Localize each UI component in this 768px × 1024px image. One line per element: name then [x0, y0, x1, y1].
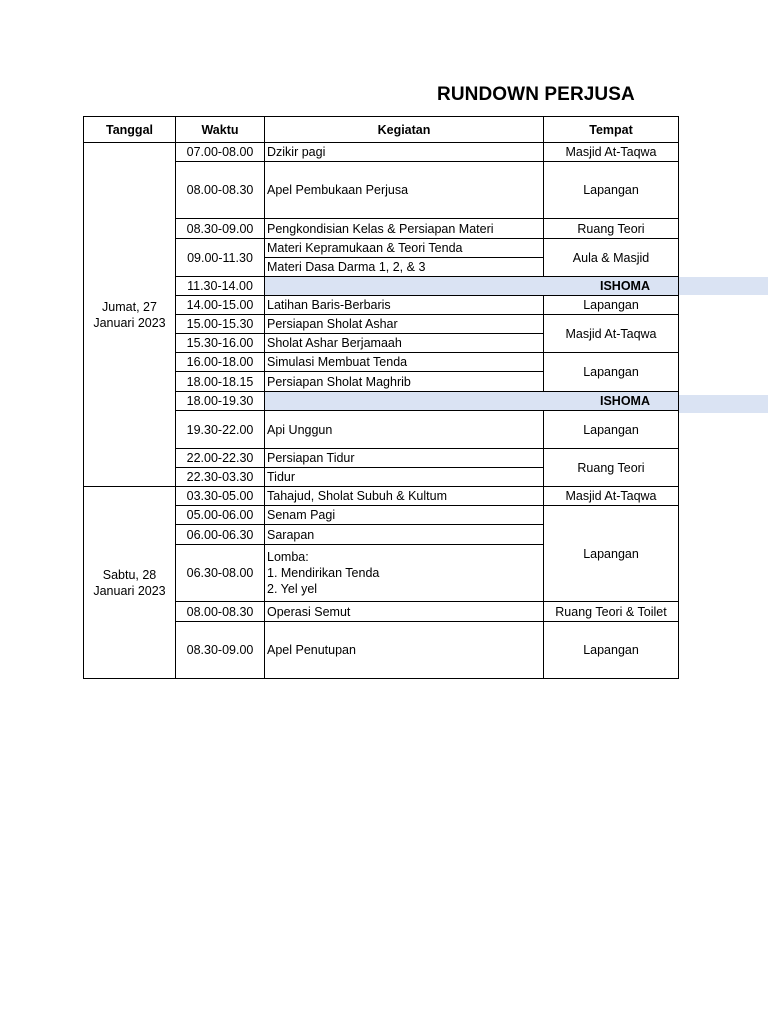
tempat-cell: Masjid At-Taqwa [544, 487, 679, 506]
kegiatan-cell: Tahajud, Sholat Subuh & Kultum [265, 487, 544, 506]
kegiatan-line: 2. Yel yel [267, 582, 318, 596]
kegiatan-cell: Simulasi Membuat Tenda [265, 353, 544, 372]
table-row [84, 143, 679, 162]
tempat-cell: Lapangan [544, 411, 679, 449]
waktu-cell: 07.00-08.00 [176, 143, 265, 162]
waktu-cell: 03.30-05.00 [176, 487, 265, 506]
ishoma-highlight-extension [678, 277, 768, 295]
date-line2: Januari 2023 [93, 583, 166, 598]
date-cell-day1 [84, 143, 176, 487]
header-tanggal: Tanggal [84, 117, 176, 143]
waktu-cell: 08.30-09.00 [176, 219, 265, 239]
waktu-cell: 18.00-19.30 [176, 392, 265, 411]
tempat-cell: Lapangan [544, 296, 679, 315]
tempat-cell: Ruang Teori [544, 219, 679, 239]
header-kegiatan: Kegiatan [265, 117, 544, 143]
waktu-cell: 15.30-16.00 [176, 334, 265, 353]
kegiatan-line: Lomba: [267, 550, 309, 564]
date-line1: Sabtu, 28 [102, 567, 157, 582]
date-line1: Jumat, 27 [102, 299, 157, 314]
kegiatan-cell-lomba [265, 545, 544, 602]
waktu-cell: 22.30-03.30 [176, 468, 265, 487]
table-row [84, 487, 679, 506]
tempat-cell: Lapangan [544, 162, 679, 219]
kegiatan-cell: Persiapan Sholat Maghrib [265, 372, 544, 392]
kegiatan-cell: Persiapan Tidur [265, 449, 544, 468]
tempat-cell: Lapangan [544, 622, 679, 679]
date-cell-day2 [84, 487, 176, 679]
document-title: RUNDOWN PERJUSA [437, 84, 635, 105]
tempat-cell: Masjid At-Taqwa [544, 143, 679, 162]
kegiatan-cell: Latihan Baris-Berbaris [265, 296, 544, 315]
ishoma-break-cell: ISHOMA [265, 277, 679, 296]
waktu-cell: 05.00-06.00 [176, 506, 265, 525]
tempat-cell: Lapangan [544, 353, 679, 392]
date-line2: Januari 2023 [93, 315, 166, 330]
kegiatan-cell: Sholat Ashar Berjamaah [265, 334, 544, 353]
kegiatan-cell: Materi Dasa Darma 1, 2, & 3 [265, 258, 544, 277]
kegiatan-cell: Materi Kepramukaan & Teori Tenda [265, 239, 544, 258]
tempat-cell: Masjid At-Taqwa [544, 315, 679, 353]
kegiatan-cell: Tidur [265, 468, 544, 487]
waktu-cell: 08.00-08.30 [176, 162, 265, 219]
ishoma-break-cell: ISHOMA [265, 392, 679, 411]
waktu-cell: 16.00-18.00 [176, 353, 265, 372]
tempat-cell: Ruang Teori [544, 449, 679, 487]
kegiatan-line: 1. Mendirikan Tenda [267, 566, 380, 580]
tempat-cell: Lapangan [544, 506, 679, 602]
waktu-cell: 06.30-08.00 [176, 545, 265, 602]
waktu-cell: 06.00-06.30 [176, 525, 265, 545]
header-waktu: Waktu [176, 117, 265, 143]
rundown-table [83, 116, 679, 679]
kegiatan-cell: Dzikir pagi [265, 143, 544, 162]
kegiatan-cell: Sarapan [265, 525, 544, 545]
waktu-cell: 15.00-15.30 [176, 315, 265, 334]
waktu-cell: 11.30-14.00 [176, 277, 265, 296]
waktu-cell: 22.00-22.30 [176, 449, 265, 468]
kegiatan-cell: Apel Pembukaan Perjusa [265, 162, 544, 219]
waktu-cell: 09.00-11.30 [176, 239, 265, 277]
tempat-cell: Ruang Teori & Toilet [544, 602, 679, 622]
kegiatan-cell: Api Unggun [265, 411, 544, 449]
ishoma-highlight-extension [678, 395, 768, 413]
waktu-cell: 18.00-18.15 [176, 372, 265, 392]
tempat-cell: Aula & Masjid [544, 239, 679, 277]
kegiatan-cell: Senam Pagi [265, 506, 544, 525]
kegiatan-cell: Persiapan Sholat Ashar [265, 315, 544, 334]
kegiatan-cell: Operasi Semut [265, 602, 544, 622]
kegiatan-cell: Apel Penutupan [265, 622, 544, 679]
table-header-row [84, 117, 679, 143]
waktu-cell: 08.30-09.00 [176, 622, 265, 679]
waktu-cell: 14.00-15.00 [176, 296, 265, 315]
kegiatan-cell: Pengkondisian Kelas & Persiapan Materi [265, 219, 544, 239]
waktu-cell: 08.00-08.30 [176, 602, 265, 622]
header-tempat: Tempat [544, 117, 679, 143]
waktu-cell: 19.30-22.00 [176, 411, 265, 449]
